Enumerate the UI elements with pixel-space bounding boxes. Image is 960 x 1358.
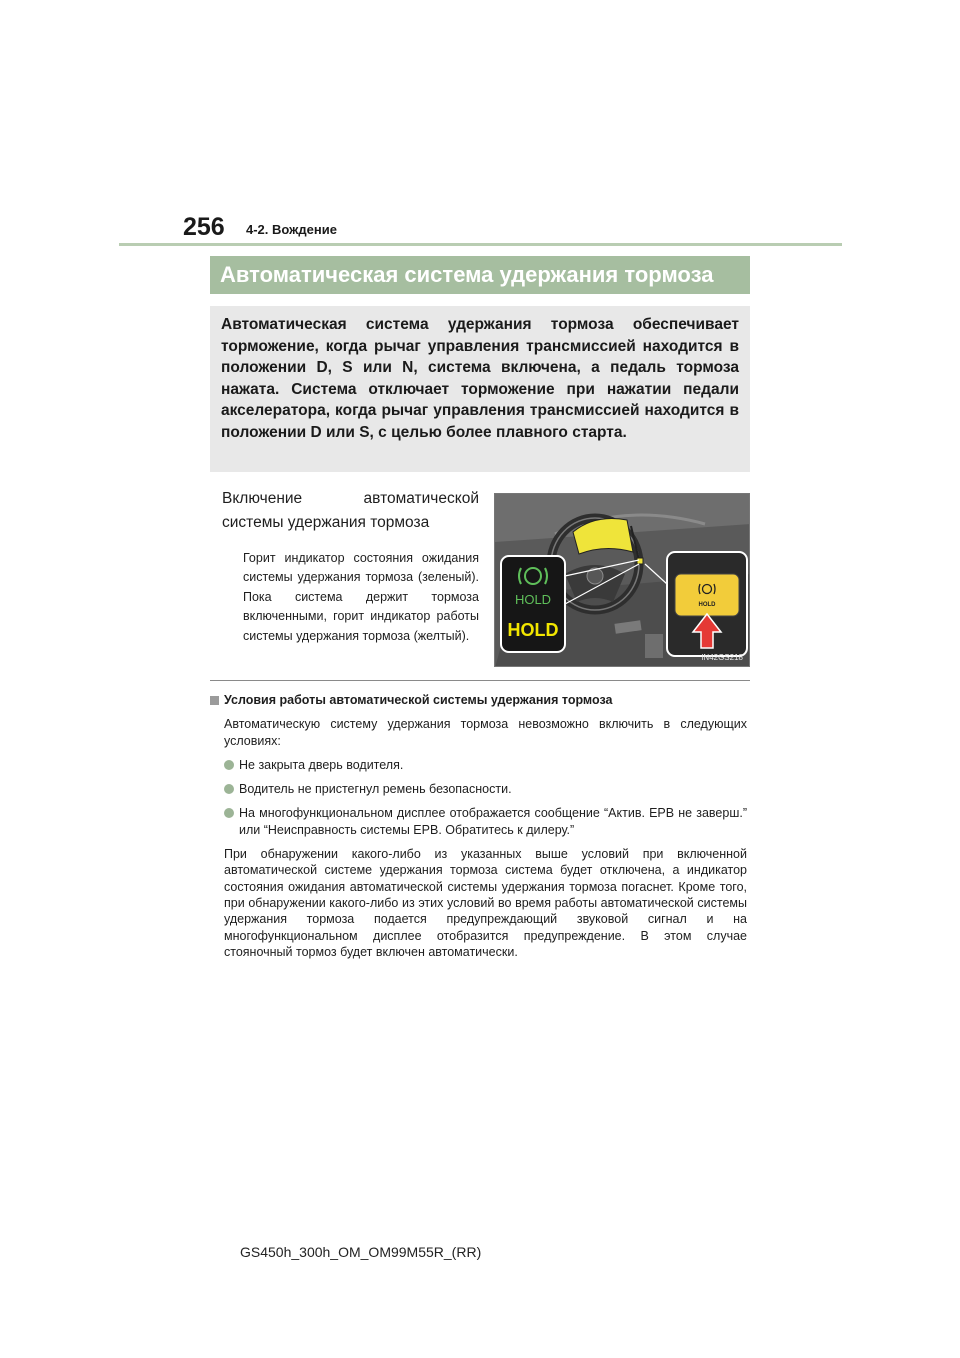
conditions-section xyxy=(210,692,747,960)
footer-code: GS450h_300h_OM_OM99M55R_(RR) xyxy=(240,1244,482,1260)
bullet-dot-icon xyxy=(224,760,234,770)
conditions-heading xyxy=(210,692,747,708)
page-title: Автоматическая система удержания тормоза xyxy=(210,256,750,294)
list-item xyxy=(224,757,747,773)
hold-standby-indicator: HOLD xyxy=(514,592,552,607)
page-number: 256 xyxy=(183,213,225,241)
list-item-text: На многофункциональном дисплее отображается сообщение “Актив. EPB не заверш.” или “Неисправность системы EPB. Обратитесь к дилеру.” xyxy=(239,806,747,837)
feature-column xyxy=(222,487,479,646)
intro-box: Автоматическая система удержания тормоза обеспечивает торможение, когда рычаг управления трансмиссией находится в положении D, S или N, система включена, а педаль тормоза нажата. Система отключает торможение при нажатии педали акселератора, когда рычаг управления трансмиссией находится в положении D или S, с целью более плавного старта. xyxy=(210,306,750,472)
section-label: 4-2. Вождение xyxy=(246,222,337,237)
hold-active-indicator: HOLD xyxy=(507,620,559,640)
dashboard-illustration xyxy=(495,494,750,667)
bullet-dot-icon xyxy=(224,784,234,794)
conditions-intro: Автоматическую систему удержания тормоза невозможно включить в следующих условиях: xyxy=(224,717,747,748)
bullet-dot-icon xyxy=(224,808,234,818)
figure-id: IN42GS218 xyxy=(701,653,743,662)
section-divider xyxy=(210,680,750,681)
list-item xyxy=(224,805,747,838)
conditions-closing: При обнаружении какого-либо из указанных выше условий при включенной автоматической системе удержания тормоза система будет отключена, а индикатор состояния ожидания автоматической системы удержания тормоза погаснет. Кроме того, при обнаружении какого-либо из этих условий во время работы автоматической системы удержания тормоза подается предупреждающий звуковой сигнал и на многофункциональном дисплее отобразится предупреждение. В этом случае стояночный тормоз будет включен автоматически. xyxy=(224,847,747,959)
list-item-text: Не закрыта дверь водителя. xyxy=(239,757,404,772)
feature-description: Горит индикатор состояния ожидания системы удержания тормоза (зеленый). Пока система держит тормоза включенными, горит индикатор работы системы удержания тормоза (желтый). xyxy=(243,551,479,643)
conditions-heading-text: Условия работы автоматической системы удержания тормоза xyxy=(224,693,613,707)
hold-button xyxy=(675,574,739,616)
dashboard-figure xyxy=(494,493,750,667)
list-item xyxy=(224,781,747,797)
hold-button-label: HOLD xyxy=(698,602,716,608)
square-bullet-icon xyxy=(210,696,219,705)
list-item-text: Водитель не пристегнул ремень безопасности. xyxy=(239,782,512,797)
feature-title: Включение автоматической системы удержания тормоза xyxy=(222,490,479,531)
header-rule xyxy=(119,243,842,246)
